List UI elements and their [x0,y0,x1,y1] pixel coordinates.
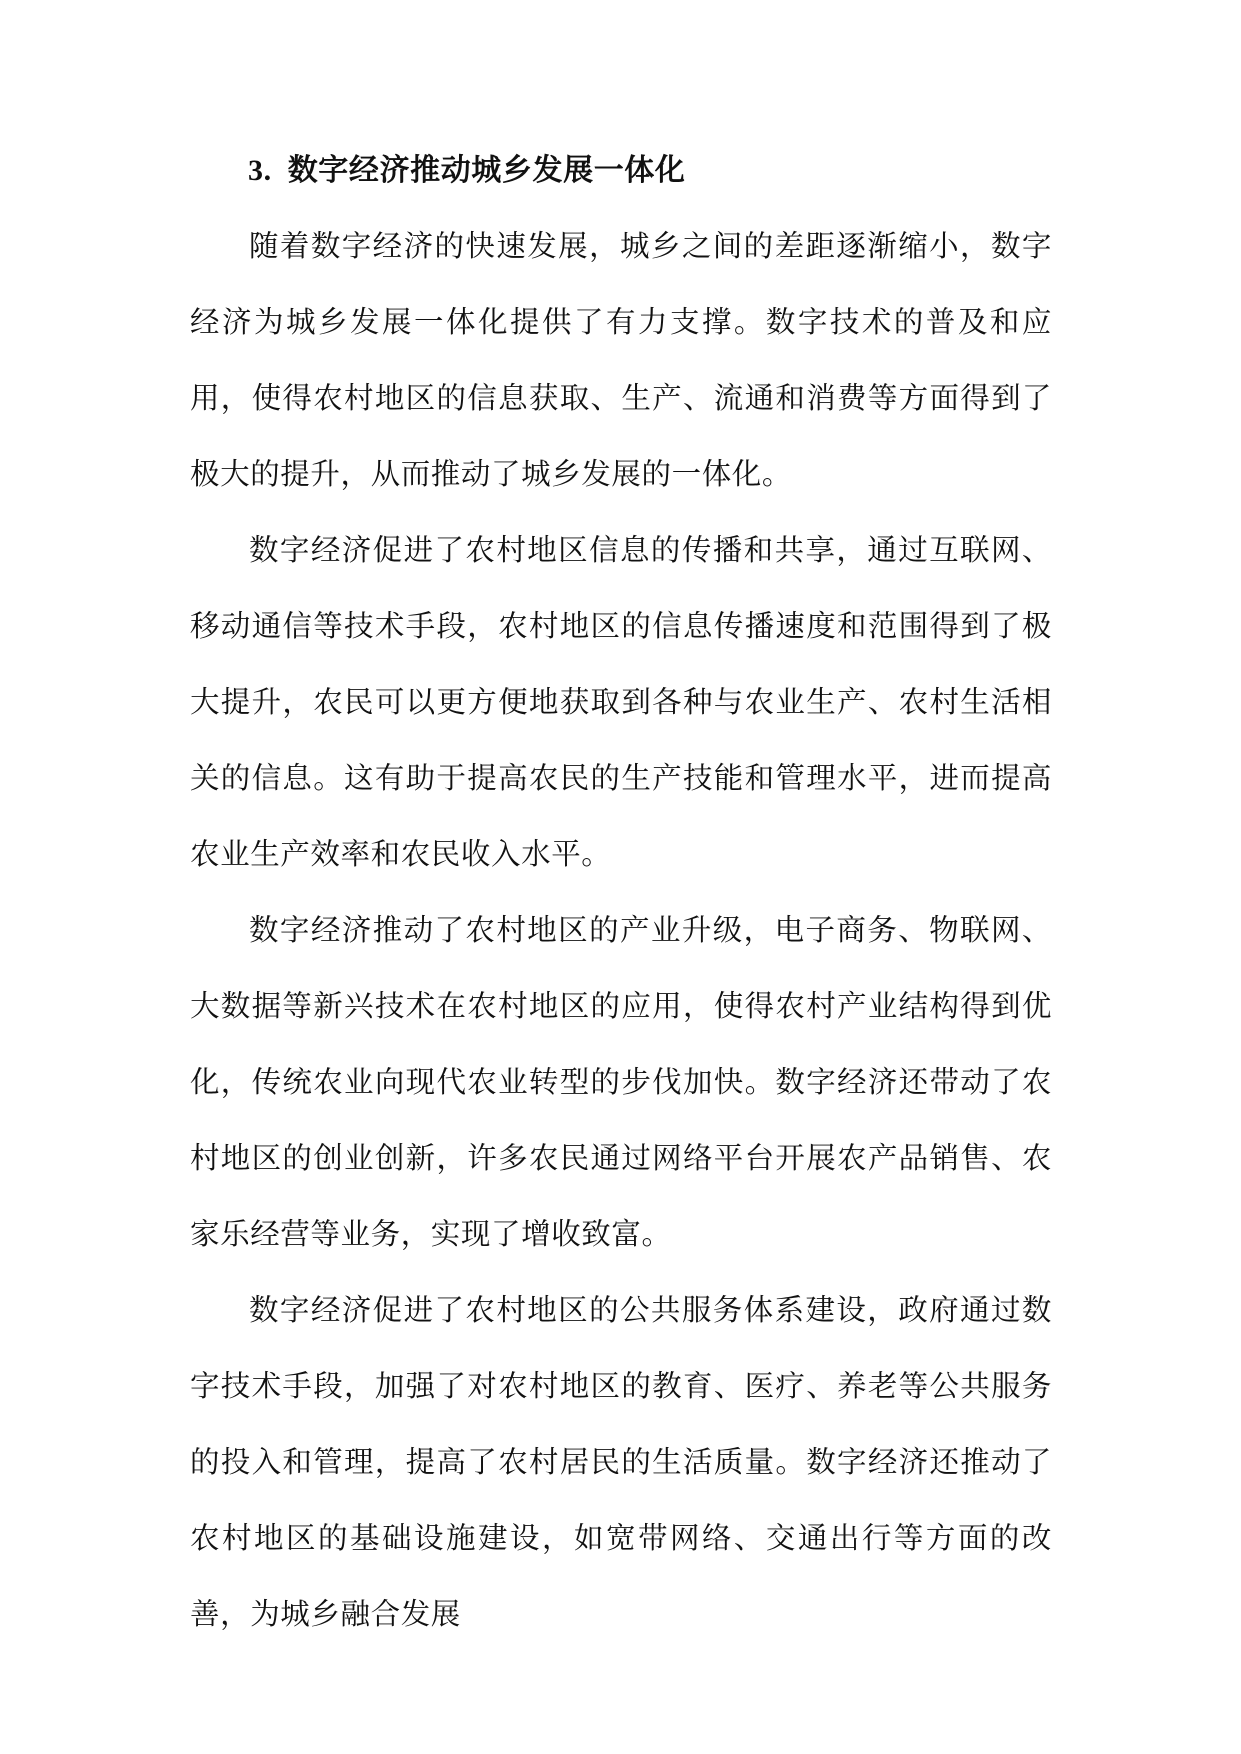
paragraph: 随着数字经济的快速发展，城乡之间的差距逐渐缩小，数字经济为城乡发展一体化提供了有力支撑。数字技术的普及和应用，使得农村地区的信息获取、生产、流通和消费等方面得到了极大的提升，从而推动了城乡发展的一体化。 [190,229,1052,491]
paragraph: 数字经济促进了农村地区的公共服务体系建设，政府通过数字技术手段，加强了对农村地区的教育、医疗、养老等公共服务的投入和管理，提高了农村居民的生活质量。数字经济还推动了农村地区的基础设施建设，如宽带网络、交通出行等方面的改善，为城乡融合发展 [190,1293,1052,1631]
section-heading [190,146,1052,208]
document-body [190,146,1052,1652]
section-number: 3. [248,154,272,187]
section-title: 数字经济推动城乡发展一体化 [287,153,686,188]
paragraph: 数字经济促进了农村地区信息的传播和共享，通过互联网、移动通信等技术手段，农村地区的信息传播速度和范围得到了极大提升，农民可以更方便地获取到各种与农业生产、农村生活相关的信息。这有助于提高农民的生产技能和管理水平，进而提高农业生产效率和农民收入水平。 [190,533,1052,871]
paragraph: 数字经济推动了农村地区的产业升级，电子商务、物联网、大数据等新兴技术在农村地区的应用，使得农村产业结构得到优化，传统农业向现代农业转型的步伐加快。数字经济还带动了农村地区的创业创新，许多农民通过网络平台开展农产品销售、农家乐经营等业务，实现了增收致富。 [190,913,1052,1251]
